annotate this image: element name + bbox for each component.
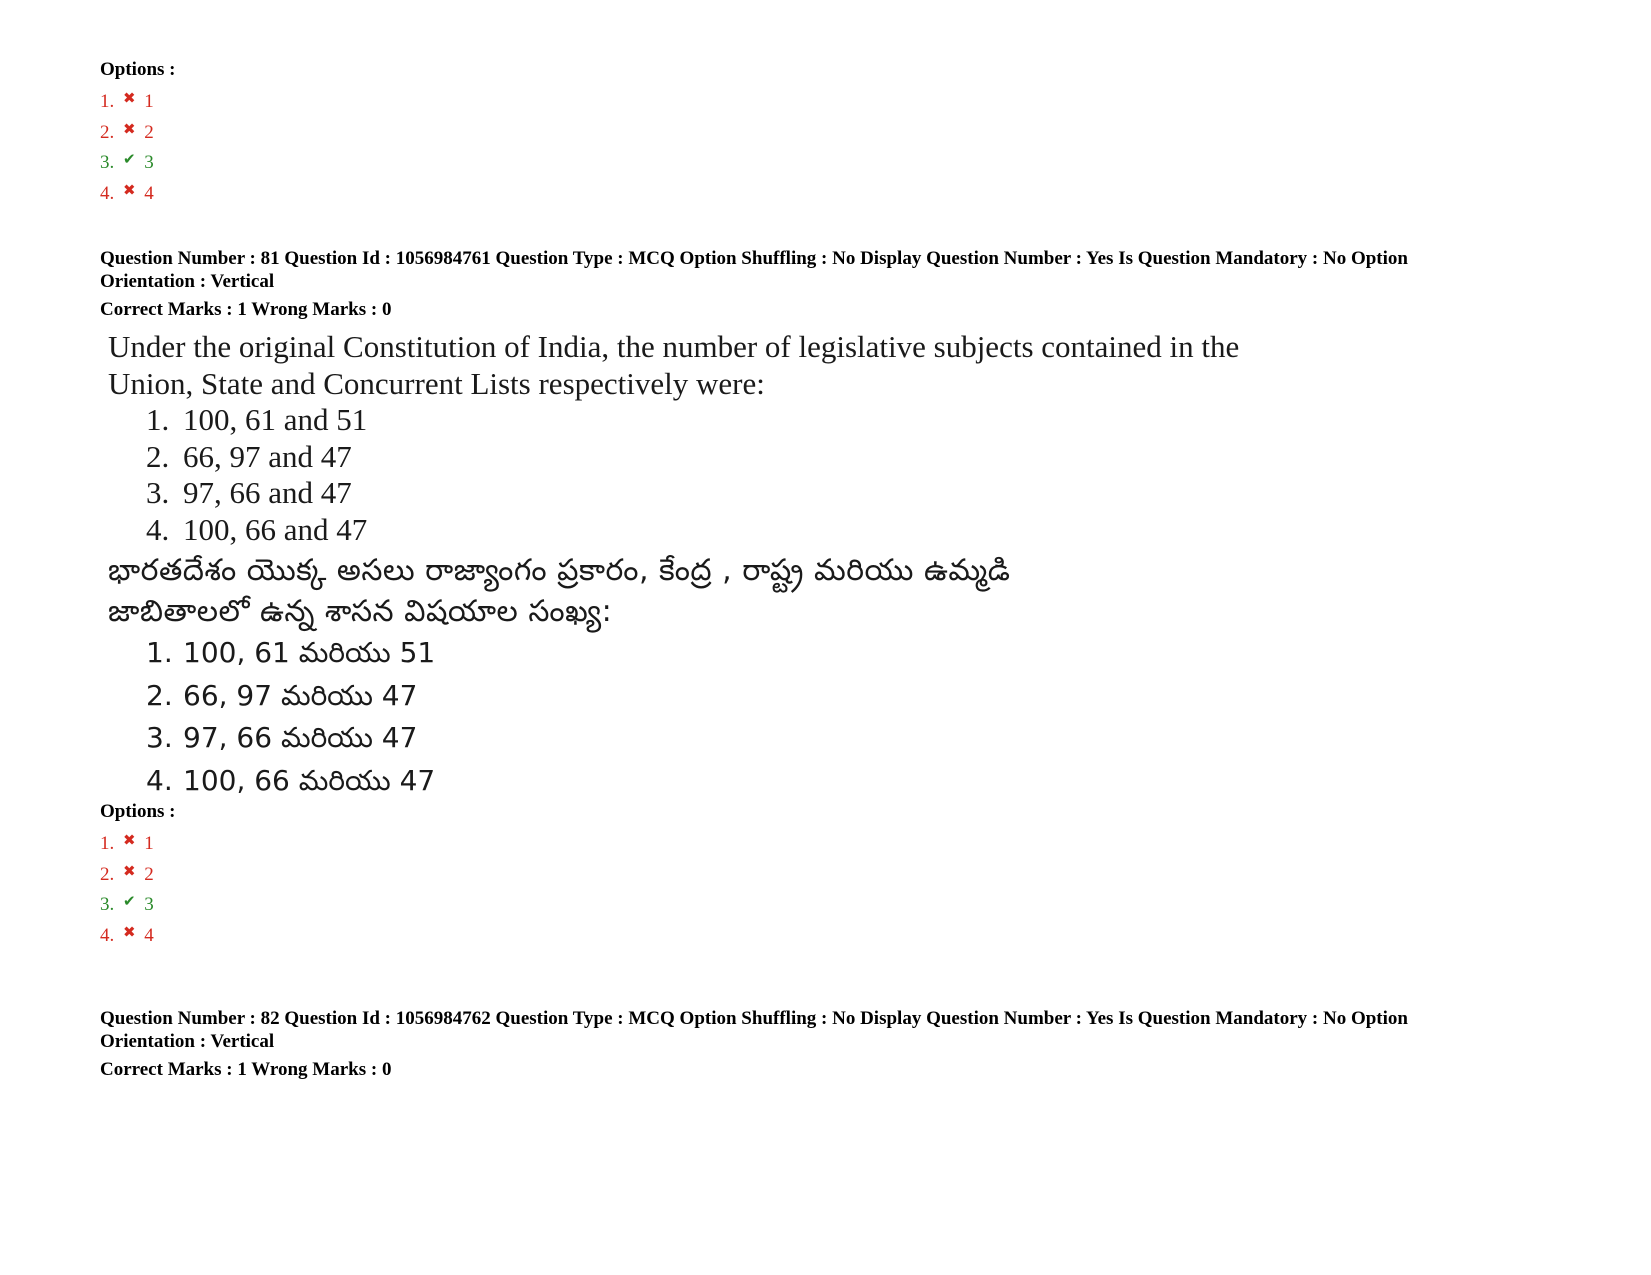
question-text-line: Union, State and Concurrent Lists respectively were: [108, 366, 765, 401]
choice-number: 4. [146, 763, 173, 797]
option-value: 2 [144, 863, 154, 885]
question-meta [100, 247, 1560, 293]
question-meta [100, 1007, 1560, 1053]
option-value: 1 [144, 91, 154, 112]
question-81-header [100, 247, 1560, 321]
choice-number: 1. [146, 636, 173, 669]
option-value: 4 [144, 924, 154, 946]
choice-number: 2. [146, 678, 173, 712]
choice-text: 97, 66 and 47 [183, 475, 352, 510]
choice-text: 100, 61 మరియు 51 [183, 636, 436, 669]
check-icon: ✔ [122, 892, 136, 910]
options-heading: Options : [100, 801, 176, 822]
option-number: 2. [100, 121, 115, 143]
option-number: 4. [100, 182, 115, 204]
question-marks: Correct Marks : 1 Wrong Marks : 0 [100, 1059, 392, 1080]
option-number: 3. [100, 152, 115, 173]
choice-number: 2. [146, 438, 170, 474]
choice-number: 3. [146, 721, 173, 754]
option-number: 4. [100, 924, 115, 946]
option-number: 1. [100, 91, 115, 112]
cross-icon: ✖ [122, 922, 136, 941]
question-text-line: జాబితాలలో ఉన్న శాసన విషయాల సంఖ్య: [108, 594, 613, 629]
option-value: 1 [144, 833, 154, 854]
question-81-options [100, 800, 176, 951]
choices-te [108, 632, 1328, 802]
question-81-body [108, 328, 1328, 802]
option-value: 3 [144, 152, 154, 173]
question-text-te [108, 550, 1328, 632]
choice-text: 100, 66 and 47 [183, 511, 368, 547]
question-meta-line: Orientation : Vertical [100, 1031, 275, 1052]
question-82-header [100, 1007, 1560, 1081]
question-meta-line: Question Number : 81 Question Id : 1056984761 Question Type : MCQ Option Shuffling : No Display Question Number : Yes Is Question Mandatory : No Option [100, 248, 1408, 269]
cross-icon: ✖ [122, 89, 136, 107]
choice-item [146, 475, 1328, 512]
cross-icon: ✖ [122, 119, 136, 138]
choice-text: 97, 66 మరియు 47 [183, 721, 418, 754]
question-text-en [108, 328, 1328, 402]
option-number: 3. [100, 894, 115, 915]
choices-en [108, 402, 1328, 548]
question-meta-line: Orientation : Vertical [100, 271, 275, 292]
check-icon: ✔ [122, 150, 136, 168]
question-marks: Correct Marks : 1 Wrong Marks : 0 [100, 299, 392, 320]
choice-item [146, 760, 1328, 803]
cross-icon: ✖ [122, 861, 136, 880]
question-meta-line: Question Number : 82 Question Id : 1056984762 Question Type : MCQ Option Shuffling : No Display Question Number : Yes Is Question Mandatory : No Option [100, 1008, 1408, 1029]
option-value: 3 [144, 894, 154, 915]
choice-item [146, 717, 1328, 760]
choice-item [146, 512, 1328, 549]
choice-item [146, 439, 1328, 476]
choice-text: 66, 97 మరియు 47 [183, 678, 418, 712]
question-text-line: Under the original Constitution of India, the number of legislative subjects contained in the [108, 329, 1240, 364]
options-list [100, 87, 176, 209]
prev-options-block [100, 58, 176, 209]
question-text-line: భారతదేశం యొక్క అసలు రాజ్యాంగం ప్రకారం, కేంద్ర , రాష్ట్ర మరియు ఉమ్మడి [108, 553, 1011, 588]
cross-icon: ✖ [122, 831, 136, 849]
choice-number: 4. [146, 511, 170, 547]
option-item [100, 179, 176, 210]
choice-number: 3. [146, 475, 170, 510]
choice-item [146, 632, 1328, 675]
option-value: 2 [144, 121, 154, 143]
choice-number: 1. [146, 402, 170, 437]
options-heading: Options : [100, 59, 176, 80]
option-value: 4 [144, 182, 154, 204]
cross-icon: ✖ [122, 180, 136, 199]
choice-text: 100, 61 and 51 [183, 402, 368, 437]
choice-text: 100, 66 మరియు 47 [183, 763, 436, 797]
options-list [100, 829, 176, 951]
option-item [100, 921, 176, 952]
choice-item [146, 402, 1328, 439]
option-number: 1. [100, 833, 115, 854]
choice-text: 66, 97 and 47 [183, 438, 352, 474]
choice-item [146, 675, 1328, 718]
option-number: 2. [100, 863, 115, 885]
